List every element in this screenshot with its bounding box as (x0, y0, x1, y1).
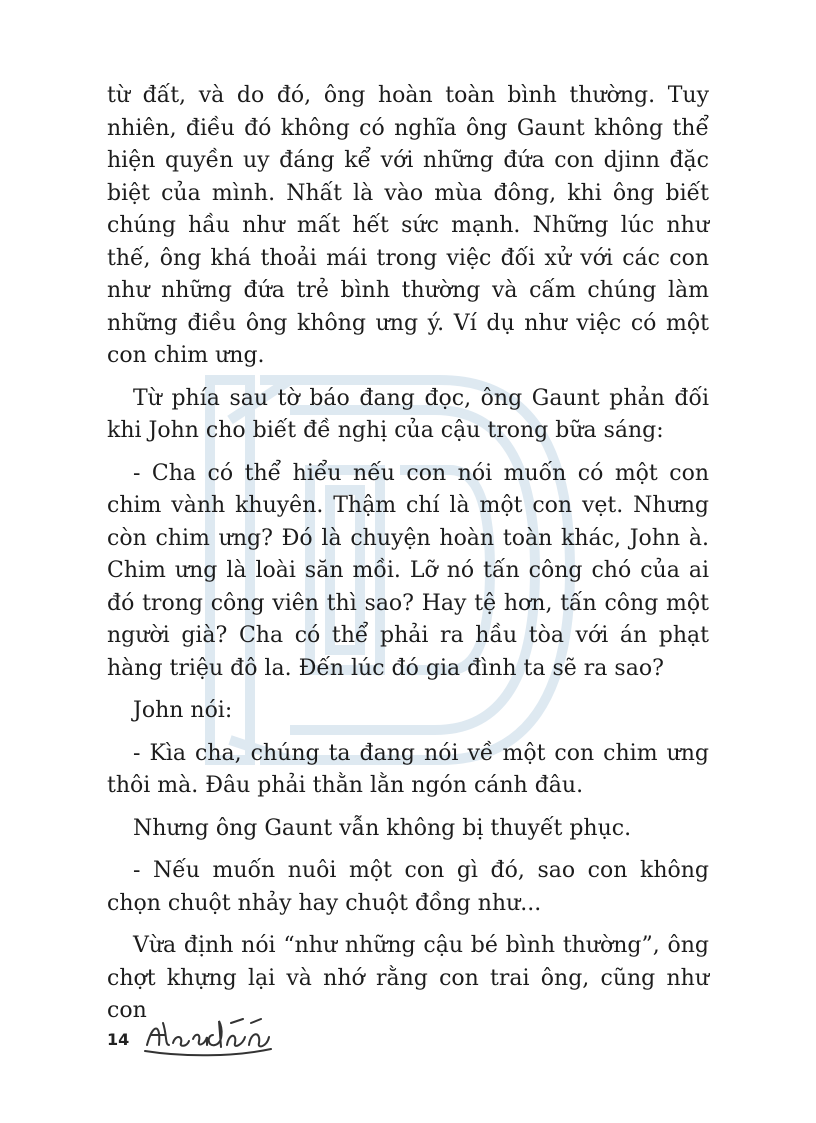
paragraph-7: - Nếu muốn nuôi một con gì đó, sao con không chọn chuột nhảy hay chuột đồng như... (107, 858, 709, 916)
paragraph-8: Vừa định nói “như những cậu bé bình thường”, ông chợt khựng lại và nhớ rằng con trai ông, cũng như con (107, 933, 709, 1023)
paragraph-5: - Kìa cha, chúng ta đang nói về một con chim ưng thôi mà. Đâu phải thằn lằn ngón cánh đâu. (107, 740, 709, 798)
page-number: 14 (107, 1029, 130, 1049)
page-footer (107, 1012, 273, 1062)
paragraph-3: - Cha có thể hiểu nếu con nói muốn có một con chim vành khuyên. Thậm chí là một con vẹt. Nhưng còn chim ưng? Đó là chuyện hoàn toàn khác, John à. Chim ưng là loài săn mồi. Lỡ nó tấn công chó của ai đó trong công viên thì sao? Hay tệ hơn, tấn công một người già? Cha có thể phải ra hầu tòa với án phạt hàng triệu đô la. Đến lúc đó gia đình ta sẽ ra sao? (107, 460, 709, 681)
paragraph-6: Nhưng ông Gaunt vẫn không bị thuyết phục. (133, 815, 632, 841)
book-page-body (107, 80, 709, 1038)
book-title-logo (143, 1015, 273, 1059)
paragraph-4: John nói: (133, 698, 233, 723)
paragraph-1: từ đất, và do đó, ông hoàn toàn bình thường. Tuy nhiên, điều đó không có nghĩa ông Gaunt không thể hiện quyền uy đáng kể với những đứa con djinn đặc biệt của mình. Nhất là vào mùa đông, khi ông biết chúng hầu như mất hết sức mạnh. Những lúc như thế, ông khá thoải mái trong việc đối xử với các con như những đứa trẻ bình thường và cấm chúng làm những điều ông không ưng ý. Ví dụ như việc có một con chim ưng. (107, 83, 709, 368)
paragraph-2: Từ phía sau tờ báo đang đọc, ông Gaunt phản đối khi John cho biết đề nghị của cậu trong bữa sáng: (107, 385, 709, 443)
